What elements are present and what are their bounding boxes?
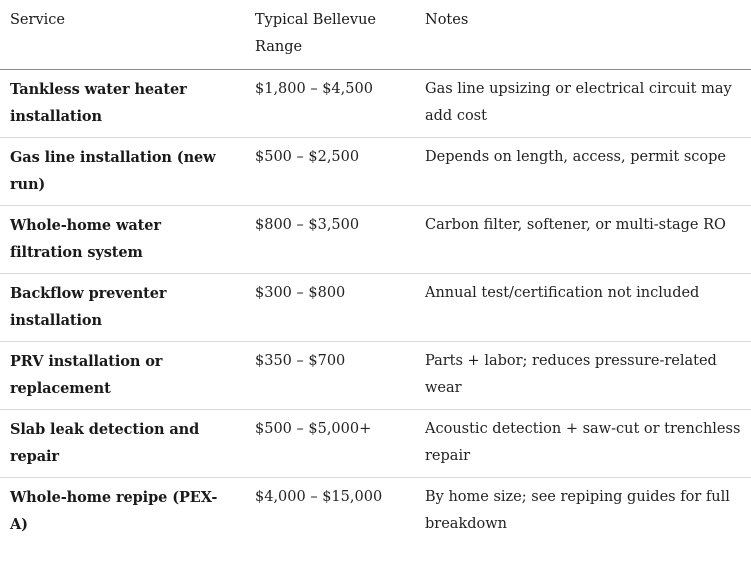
table-row: [0, 138, 751, 206]
notes-cell: Annual test/certification not included: [425, 285, 700, 301]
range-cell: $350 – $700: [255, 353, 346, 369]
service-cell: Gas line installation (new run): [10, 149, 216, 193]
notes-cell: Gas line upsizing or electrical circuit may add cost: [425, 81, 732, 124]
header-range: Typical Bellevue Range: [255, 12, 376, 55]
service-cell: Whole-home repipe (PEX-A): [10, 489, 218, 533]
notes-cell: Carbon filter, softener, or multi-stage RO: [425, 217, 726, 233]
range-cell: $800 – $3,500: [255, 217, 360, 233]
header-notes: Notes: [425, 12, 469, 28]
service-cell: Backflow preventer installation: [10, 285, 167, 329]
notes-cell: Parts + labor; reduces pressure-related wear: [425, 353, 717, 396]
table-row: [0, 342, 751, 410]
table-row: [0, 410, 751, 478]
header-service: Service: [10, 12, 65, 28]
range-cell: $500 – $2,500: [255, 149, 360, 165]
service-cell: PRV installation or replacement: [10, 353, 163, 397]
notes-cell: Acoustic detection + saw-cut or trenchless repair: [425, 421, 741, 464]
table-row: [0, 274, 751, 342]
service-cell: Slab leak detection and repair: [10, 421, 200, 465]
notes-cell: Depends on length, access, permit scope: [425, 149, 726, 165]
pricing-table: [0, 2, 751, 545]
notes-cell: By home size; see repiping guides for full breakdown: [425, 489, 730, 532]
service-cell: Whole-home water filtration system: [10, 217, 161, 261]
table-header-row: [0, 2, 751, 70]
range-cell: $500 – $5,000+: [255, 421, 372, 437]
range-cell: $1,800 – $4,500: [255, 81, 373, 97]
service-cell: Tankless water heater installation: [10, 81, 187, 125]
range-cell: $300 – $800: [255, 285, 346, 301]
table-row: [0, 478, 751, 546]
range-cell: $4,000 – $15,000: [255, 489, 383, 505]
table-row: [0, 70, 751, 138]
table-row: [0, 206, 751, 274]
